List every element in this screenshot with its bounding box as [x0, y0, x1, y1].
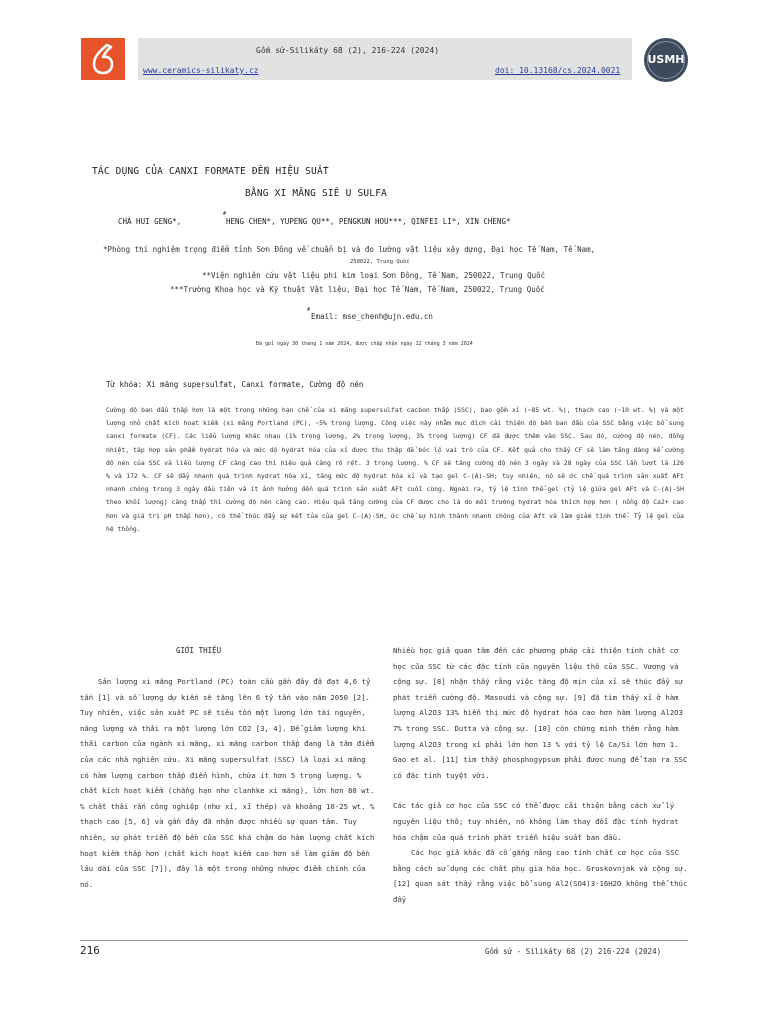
abstract: Cường độ ban đầu thấp hơn là một trong những hạn chế của xi măng supersulfat cacbon thấp (SSC), bao gồm xỉ (~85 wt. %), thạch cao (~10 wt. %) và một lượng nhỏ chất kích hoạt kiềm (xi măng Portland (PC), ~5% trọng lượng. Công việc này nhằm mục đích cải thiện độ bền ban đầu của SSC bằng việc bổ sung canxi formate (CF). Các liều lượng khác nhau (1% trọng lượng, 2% trọng lượng, 3% trọng lượng) CF đã được thêm vào SSC. Sau đó, cường độ nén, đồng nhiệt, tập hợp sản phẩm hydrat hóa và mức độ hydrat hóa của xỉ được thu thập để bóc lộ vai trò của CF. Kết quả cho thấy CF sẽ làm tăng đáng kể cường độ nén của SSC và liều lượng CF càng cao thì hiệu quả càng rõ rệt. 3 trọng lượng. % CF sẽ tăng cường độ nén 3 ngày và 28 ngày của SSC lần lượt là 126 % và 172 %. CF sẽ đẩy nhanh quá trình hydrat hóa xỉ, tăng mức độ hydrat hóa xỉ và tạo gel C-(A)-SH; tuy nhiên, nó sẽ ức chế quá trình sản xuất AFt nhanh chóng trong 3 ngày đầu tiên và ít ảnh hưởng đến quá trình sản xuất AFt cuối cùng. Ngoài ra, tỷ lệ tính thể-gel (tỷ lệ giữa gel AFt và C-(A)-SH theo khối lượng) càng thấp thì cường độ nén càng cao. Hiệu quả tăng cường của CF được cho là do môi trường hydrat hóa thích hợp hơn ( nồng độ Ca2+ cao hơn và giá trị pH thấp hơn), có thể thúc đẩy sự kết tủa của gel C-(A)-SH, ức chế sự hình thành nhanh chóng của Aft và làm giảm tính thể- Tỷ lệ gel của hệ thống. [106, 406, 684, 533]
section-heading: GIỚI THIỆU [176, 646, 222, 655]
paragraph: Các tác giả cơ học của SSC có thể được cải thiện bằng cách xử lý nguyên liệu thô; tuy nhiên, nó không làm thay đổi đặc tính hydrat hóa chậm của quá trình phát triển hiệu suất ban đầu. [393, 801, 679, 842]
journal-citation: Gốm sứ-Silikáty 68 (2), 216-224 (2024) [256, 46, 440, 55]
received-dates: Đã gửi ngày 30 tháng 1 năm 2024, được chấp nhận ngày 12 tháng 3 năm 2024 [256, 341, 473, 347]
email-mark: # [307, 307, 311, 313]
authors-rest: HENG CHEN*, YUPENG QU**, PENGKUN HOU***, QINFEI LI*, XIN CHENG* [226, 217, 511, 226]
usmh-label: USMH [647, 53, 685, 66]
email-link[interactable]: Email: mse_chenh@ujn.edu.cn [311, 312, 433, 321]
right-column [393, 643, 691, 908]
paragraph: Sản lượng xi măng Portland (PC) toàn cầu gần đây đã đạt 4,6 tỷ tấn [1] và số lượng dự kiến sẽ tăng lên 6 tỷ tấn vào năm 2050 [2]. [80, 677, 371, 702]
journal-logo [81, 38, 125, 80]
authors-first: CHÀ HUI GENG*, [118, 217, 182, 226]
page-number: 216 [80, 944, 100, 957]
affiliation-2: **Viện nghiên cứu vật liệu phi kim loại Sơn Đông, Tế Nam, 250022, Trung Quốc [202, 271, 546, 280]
footer-citation: Gốm sứ - Silikáty 68 (2) 216-224 (2024) [485, 947, 662, 956]
title-line-2: BẰNG XI MĂNG SIÊ U SULFA [245, 188, 388, 199]
title-line-1: TÁC DỤNG CỦA CANXI FORMATE ĐẾN HIỆU SUẤT [92, 166, 329, 177]
ceramics-silikaty-logo-icon [81, 38, 125, 80]
affiliation-1: *Phòng thí nghiệm trọng điểm tỉnh Sơn Đông về chuẩn bị và đo lường vật liệu xây dựng, Đại học Tế Nam, Tế Nam, [103, 245, 596, 254]
corresponding-mark: # [223, 211, 227, 217]
usmh-badge [644, 38, 688, 82]
paragraph: Nhiều học giả quan tâm đến các phương pháp cải thiện tính chất cơ học của SSC từ các đặc tính của nguyên liệu thô của SSC. Vương và cộng sự. [8] nhận thấy rằng việc tăng độ mịn của xỉ sẽ thúc đẩy sự phát triển cường độ. Masoudi và cộng sự. [9] đã tìm thấy xỉ ở hàm lượng Al2O3 13% hiển thị mức độ hydrat hóa cao hơn hàm lượng Al2O3 7% trong SSC. Dutta và cộng sự. [10] còn chứng minh thêm rằng hàm lượng Al2O3 trong xỉ phải lớn hơn 13 % với tỷ lệ Ca/Si lớn hơn 1. Gao et al. [11] tìm thấy phosphogypsum phải được nung để tạo ra SSC có đặc tính tuyệt vời. [393, 646, 688, 780]
footer-divider [80, 940, 688, 941]
paragraph: Các học giả khác đã cố gắng nâng cao tính chất cơ học của SSC bằng cách sử dụng các chất phụ gia hóa học. Gruskovnjak và cộng sự. [12] quan sát thấy rằng việc bổ sung Al2(SO4)3·16H2O không thể thúc đẩy [393, 848, 688, 904]
left-column [80, 674, 378, 892]
keywords: Từ khóa: Xi măng supersulfat, Canxi formate, Cường độ nén [106, 380, 364, 389]
paragraph: Tuy nhiên, việc sản xuất PC sẽ tiêu tốn một lượng lớn tài nguyên, năng lượng và thải ra một lượng lớn CO2 [3, 4]. Để giảm lượng khí thải carbon của ngành xi măng, xi măng carbon thấp đang là tâm điểm của các nhà nghiên cứu. Xi măng supersulfat (SSC) là loại xi măng có hàm lượng carbon thấp điển hình, chứa ít hơn 5 trọng lượng. % chất kích hoạt kiềm (chẳng hạn như clanhke xi măng), lớn hơn 80 wt. % chất thải rắn công nghiệp (như xỉ, xỉ thép) và khoảng 10-25 wt. % thạch cao [5, 6] và gần đây đã nhận được nhiều sự quan tâm. Tuy nhiên, sự phát triển độ bền của SSC khá chậm do hàm lượng chất kích hoạt kiềm thấp hơn (chất kích hoạt kiềm cao hơn sẽ làm giảm độ bền lâu dài của SSC [7]), đây là một trong những nhược điểm chính của nó. [80, 708, 375, 889]
affiliation-1-cont: 250022, Trung Quốc [350, 259, 410, 265]
website-link[interactable]: www.ceramics-silikaty.cz [143, 66, 259, 75]
doi-link[interactable]: doi: 10.13168/cs.2024.0021 [495, 66, 621, 75]
affiliation-3: ***Trường Khoa học và Kỹ thuật Vật liệu, Đại học Tế Nam, Tế Nam, 250022, Trung Quốc [170, 285, 545, 294]
